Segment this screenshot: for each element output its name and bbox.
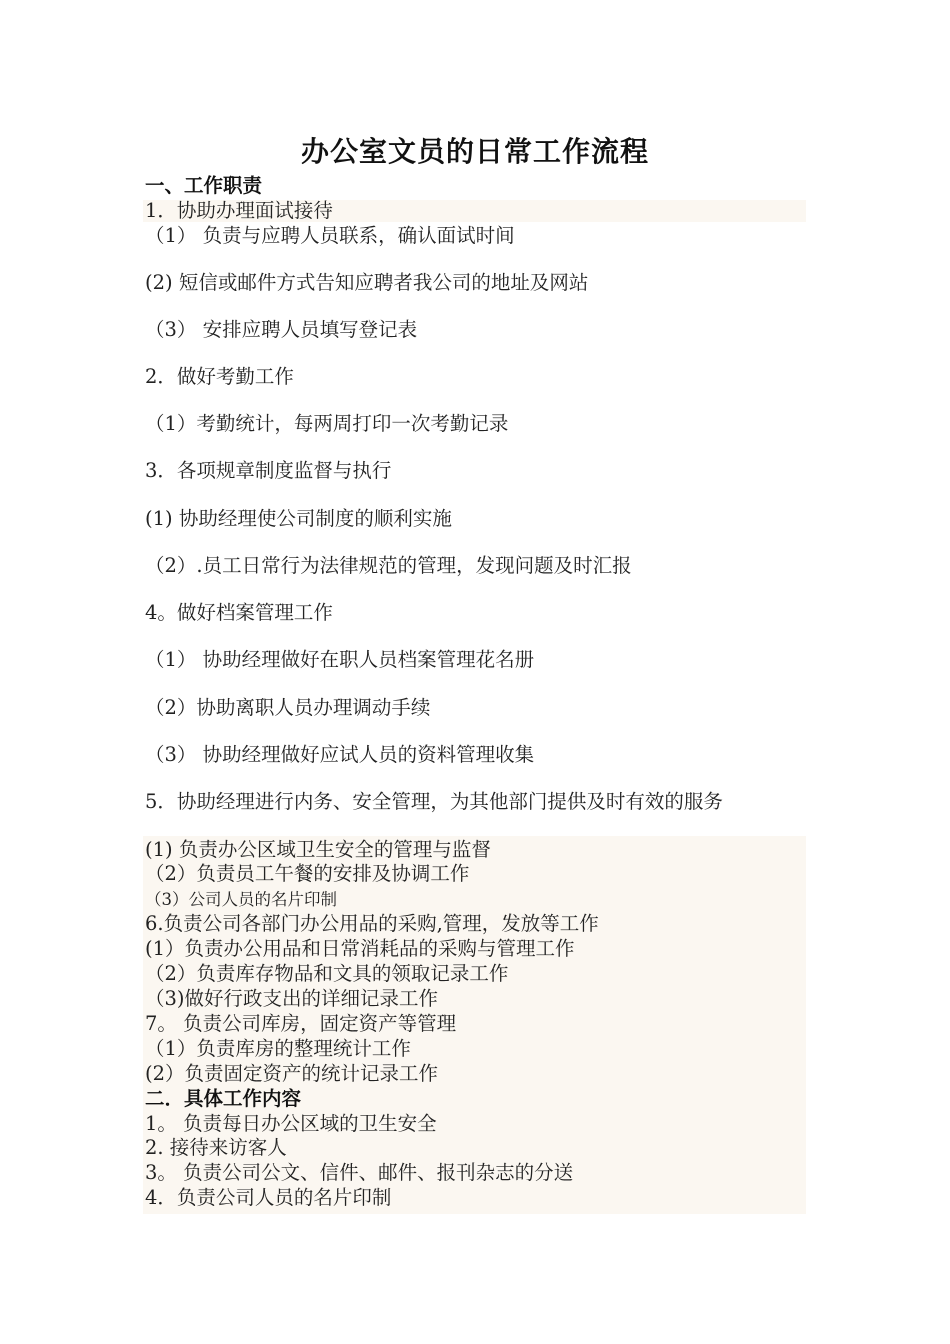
list-item: (1) 协助经理使公司制度的顺利实施 [145,507,452,530]
list-item: （3)做好行政支出的详细记录工作 [145,987,439,1010]
list-item: 4。做好档案管理工作 [145,601,333,624]
list-item: （2）负责员工午餐的安排及协调工作 [145,862,470,885]
list-item: 3。 负责公司公文、信件、邮件、报刊杂志的分送 [145,1161,574,1184]
list-item: (1）负责办公用品和日常消耗品的采购与管理工作 [145,937,575,960]
page-title: 办公室文员的日常工作流程 [300,135,649,168]
list-item: 3．各项规章制度监督与执行 [145,459,392,482]
list-item: （1）负责库房的整理统计工作 [145,1037,411,1060]
section-heading: 一、工作职责 [145,174,263,197]
list-item: 1。 负责每日办公区域的卫生安全 [145,1112,437,1135]
list-item: （2）协助离职人员办理调动手续 [145,696,431,719]
list-item: （3） 安排应聘人员填写登记表 [145,318,418,341]
list-item: （2）负责库存物品和文具的领取记录工作 [145,962,509,985]
list-item: 1．协助办理面试接待 [145,199,333,222]
list-item: 5．协助经理进行内务、安全管理，为其他部门提供及时有效的服务 [145,790,723,813]
section-heading: 二．具体工作内容 [145,1087,302,1110]
list-item: 2. 接待来访客人 [145,1136,287,1159]
list-item: （3） 协助经理做好应试人员的资料管理收集 [145,743,535,766]
list-item: (1) 负责办公区域卫生安全的管理与监督 [145,838,491,861]
list-item: (2）负责固定资产的统计记录工作 [145,1062,439,1085]
list-item: （1）考勤统计，每两周打印一次考勤记录 [145,412,509,435]
list-item: 4．负责公司人员的名片印制 [145,1186,392,1209]
list-item: 6.负责公司各部门办公用品的采购,管理，发放等工作 [145,912,599,935]
list-item: (2) 短信或邮件方式告知应聘者我公司的地址及网站 [145,271,589,294]
list-item: （2）.员工日常行为法律规范的管理，发现问题及时汇报 [145,554,632,577]
list-item: 2．做好考勤工作 [145,365,294,388]
list-item: （1） 协助经理做好在职人员档案管理花名册 [145,648,535,671]
list-item: （1） 负责与应聘人员联系，确认面试时间 [145,224,515,247]
list-item: 7。 负责公司库房，固定资产等管理 [145,1012,457,1035]
list-item: （3）公司人员的名片印制 [145,890,337,909]
